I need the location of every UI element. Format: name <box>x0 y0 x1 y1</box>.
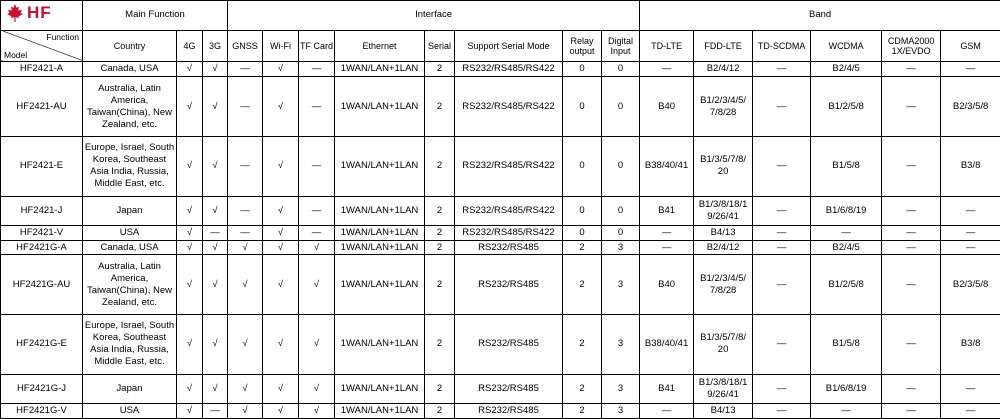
digital-input-cell: 3 <box>602 255 640 315</box>
3g-cell: √ <box>203 61 228 76</box>
4g-cell: √ <box>177 255 203 315</box>
td-lte-cell: B38/40/41 <box>640 314 694 374</box>
gnss-cell: √ <box>228 240 263 254</box>
table-row <box>1 404 1000 419</box>
gsm-cell: B2/3/5/8 <box>941 255 1000 315</box>
col-td-scdma: TD-SCDMA <box>753 30 811 61</box>
wifi-cell: √ <box>263 136 299 196</box>
country-cell: Japan <box>83 196 177 226</box>
wifi-cell: √ <box>263 226 299 240</box>
wcdma-cell: B1/2/5/8 <box>811 255 882 315</box>
digital-input-cell: 3 <box>602 314 640 374</box>
serial-mode-cell: RS232/RS485 <box>455 404 563 419</box>
relay-output-cell: 2 <box>563 404 602 419</box>
cdma2000-cell: — <box>882 314 941 374</box>
td-scdma-cell: — <box>753 255 811 315</box>
relay-output-cell: 0 <box>563 77 602 137</box>
gsm-cell: — <box>941 240 1000 254</box>
td-lte-cell: — <box>640 226 694 240</box>
cdma2000-cell: — <box>882 374 941 404</box>
group-main-function: Main Function <box>83 1 228 31</box>
serial-mode-cell: RS232/RS485/RS422 <box>455 61 563 76</box>
corner-function-label: Function <box>46 31 79 42</box>
3g-cell: √ <box>203 77 228 137</box>
digital-input-cell: 3 <box>602 404 640 419</box>
col-gnss: GNSS <box>228 30 263 61</box>
serial-mode-cell: RS232/RS485 <box>455 255 563 315</box>
country-cell: Europe, Israel, South Korea, Southeast Asia India, Russia, Middle East, etc. <box>83 136 177 196</box>
cdma2000-cell: — <box>882 61 941 76</box>
col-gsm: GSM <box>941 30 1000 61</box>
serial-cell: 2 <box>425 314 455 374</box>
ethernet-cell: 1WAN/LAN+1LAN <box>335 255 425 315</box>
serial-cell: 2 <box>425 374 455 404</box>
tf-card-cell: √ <box>299 255 335 315</box>
country-cell: Australia, Latin America, Taiwan(China), New Zealand, etc. <box>83 77 177 137</box>
digital-input-cell: 0 <box>602 196 640 226</box>
tf-card-cell: — <box>299 77 335 137</box>
country-cell: Australia, Latin America, Taiwan(China), New Zealand, etc. <box>83 255 177 315</box>
td-lte-cell: B41 <box>640 374 694 404</box>
td-scdma-cell: — <box>753 374 811 404</box>
col-4g: 4G <box>177 30 203 61</box>
3g-cell: — <box>203 226 228 240</box>
wcdma-cell: B2/4/5 <box>811 61 882 76</box>
col-tf-card: TF Card <box>299 30 335 61</box>
table-row <box>1 226 1000 240</box>
model-cell: HF2421G-V <box>1 404 83 419</box>
logo-text: HF <box>27 3 52 23</box>
country-cell: Japan <box>83 374 177 404</box>
country-cell: Canada, USA <box>83 61 177 76</box>
model-cell: HF2421-V <box>1 226 83 240</box>
ethernet-cell: 1WAN/LAN+1LAN <box>335 226 425 240</box>
col-digital-input: Digital Input <box>602 30 640 61</box>
td-lte-cell: B41 <box>640 196 694 226</box>
td-scdma-cell: — <box>753 314 811 374</box>
serial-mode-cell: RS232/RS485/RS422 <box>455 226 563 240</box>
4g-cell: √ <box>177 196 203 226</box>
fdd-lte-cell: B1/3/8/18/1 9/26/41 <box>694 374 753 404</box>
td-scdma-cell: — <box>753 77 811 137</box>
wifi-cell: √ <box>263 61 299 76</box>
gnss-cell: — <box>228 136 263 196</box>
fdd-lte-cell: B2/4/12 <box>694 61 753 76</box>
table-row <box>1 374 1000 404</box>
model-cell: HF2421G-A <box>1 240 83 254</box>
wifi-cell: √ <box>263 196 299 226</box>
td-scdma-cell: — <box>753 404 811 419</box>
model-cell: HF2421-A <box>1 61 83 76</box>
table-row <box>1 240 1000 254</box>
ethernet-cell: 1WAN/LAN+1LAN <box>335 61 425 76</box>
serial-mode-cell: RS232/RS485 <box>455 240 563 254</box>
table-row <box>1 77 1000 137</box>
4g-cell: √ <box>177 240 203 254</box>
gnss-cell: — <box>228 77 263 137</box>
gsm-cell: — <box>941 374 1000 404</box>
wcdma-cell: B2/4/5 <box>811 240 882 254</box>
wcdma-cell: B1/5/8 <box>811 314 882 374</box>
gnss-cell: √ <box>228 374 263 404</box>
col-fdd-lte: FDD-LTE <box>694 30 753 61</box>
cdma2000-cell: — <box>882 240 941 254</box>
country-cell: USA <box>83 226 177 240</box>
group-band: Band <box>640 1 1000 31</box>
col-cdma2000: CDMA2000 1X/EVDO <box>882 30 941 61</box>
relay-output-cell: 2 <box>563 374 602 404</box>
wifi-cell: √ <box>263 404 299 419</box>
4g-cell: √ <box>177 314 203 374</box>
serial-cell: 2 <box>425 226 455 240</box>
serial-cell: 2 <box>425 255 455 315</box>
model-cell: HF2421G-E <box>1 314 83 374</box>
td-scdma-cell: — <box>753 61 811 76</box>
gsm-cell: B3/8 <box>941 314 1000 374</box>
gsm-cell: — <box>941 226 1000 240</box>
wcdma-cell: — <box>811 226 882 240</box>
logo <box>7 4 52 22</box>
wifi-cell: √ <box>263 77 299 137</box>
col-serial: Serial <box>425 30 455 61</box>
country-cell: Europe, Israel, South Korea, Southeast Asia India, Russia, Middle East, etc. <box>83 314 177 374</box>
wifi-cell: √ <box>263 314 299 374</box>
serial-mode-cell: RS232/RS485 <box>455 314 563 374</box>
td-scdma-cell: — <box>753 240 811 254</box>
gsm-cell: — <box>941 404 1000 419</box>
gnss-cell: √ <box>228 314 263 374</box>
table-row <box>1 314 1000 374</box>
wcdma-cell: B1/2/5/8 <box>811 77 882 137</box>
corner-model-label: Model <box>4 49 28 60</box>
wifi-cell: √ <box>263 255 299 315</box>
cdma2000-cell: — <box>882 136 941 196</box>
wcdma-cell: B1/5/8 <box>811 136 882 196</box>
cdma2000-cell: — <box>882 255 941 315</box>
table-row <box>1 196 1000 226</box>
model-cell: HF2421-AU <box>1 77 83 137</box>
gnss-cell: √ <box>228 255 263 315</box>
model-cell: HF2421G-J <box>1 374 83 404</box>
td-scdma-cell: — <box>753 136 811 196</box>
fdd-lte-cell: B4/13 <box>694 226 753 240</box>
serial-cell: 2 <box>425 77 455 137</box>
digital-input-cell: 0 <box>602 136 640 196</box>
group-header-row <box>1 1 1000 31</box>
wcdma-cell: B1/6/8/19 <box>811 374 882 404</box>
td-scdma-cell: — <box>753 226 811 240</box>
digital-input-cell: 0 <box>602 77 640 137</box>
tf-card-cell: — <box>299 196 335 226</box>
maple-leaf-icon <box>7 4 23 22</box>
gnss-cell: √ <box>228 404 263 419</box>
table-row <box>1 136 1000 196</box>
ethernet-cell: 1WAN/LAN+1LAN <box>335 240 425 254</box>
ethernet-cell: 1WAN/LAN+1LAN <box>335 136 425 196</box>
digital-input-cell: 0 <box>602 226 640 240</box>
4g-cell: √ <box>177 61 203 76</box>
fdd-lte-cell: B4/13 <box>694 404 753 419</box>
tf-card-cell: — <box>299 136 335 196</box>
model-cell: HF2421G-AU <box>1 255 83 315</box>
tf-card-cell: √ <box>299 240 335 254</box>
serial-cell: 2 <box>425 240 455 254</box>
serial-mode-cell: RS232/RS485 <box>455 374 563 404</box>
3g-cell: √ <box>203 374 228 404</box>
table-row <box>1 61 1000 76</box>
wifi-cell: √ <box>263 240 299 254</box>
gsm-cell: — <box>941 196 1000 226</box>
serial-mode-cell: RS232/RS485/RS422 <box>455 196 563 226</box>
model-cell: HF2421-E <box>1 136 83 196</box>
td-lte-cell: B38/40/41 <box>640 136 694 196</box>
relay-output-cell: 0 <box>563 196 602 226</box>
col-country: Country <box>83 30 177 61</box>
wifi-cell: √ <box>263 374 299 404</box>
wcdma-cell: B1/6/8/19 <box>811 196 882 226</box>
column-header-row <box>1 30 1000 61</box>
4g-cell: √ <box>177 136 203 196</box>
3g-cell: √ <box>203 240 228 254</box>
serial-cell: 2 <box>425 404 455 419</box>
3g-cell: √ <box>203 136 228 196</box>
gsm-cell: B2/3/5/8 <box>941 77 1000 137</box>
4g-cell: √ <box>177 77 203 137</box>
fdd-lte-cell: B2/4/12 <box>694 240 753 254</box>
td-scdma-cell: — <box>753 196 811 226</box>
ethernet-cell: 1WAN/LAN+1LAN <box>335 77 425 137</box>
4g-cell: √ <box>177 374 203 404</box>
col-ethernet: Ethernet <box>335 30 425 61</box>
tf-card-cell: — <box>299 61 335 76</box>
td-lte-cell: — <box>640 240 694 254</box>
col-relay-output: Relay output <box>563 30 602 61</box>
ethernet-cell: 1WAN/LAN+1LAN <box>335 314 425 374</box>
tf-card-cell: √ <box>299 374 335 404</box>
4g-cell: √ <box>177 226 203 240</box>
3g-cell: √ <box>203 255 228 315</box>
country-cell: USA <box>83 404 177 419</box>
serial-cell: 2 <box>425 136 455 196</box>
td-lte-cell: B40 <box>640 77 694 137</box>
td-lte-cell: B40 <box>640 255 694 315</box>
gsm-cell: — <box>941 61 1000 76</box>
country-cell: Canada, USA <box>83 240 177 254</box>
gnss-cell: — <box>228 226 263 240</box>
fdd-lte-cell: B1/3/8/18/1 9/26/41 <box>694 196 753 226</box>
digital-input-cell: 3 <box>602 240 640 254</box>
relay-output-cell: 2 <box>563 240 602 254</box>
col-serial-mode: Support Serial Mode <box>455 30 563 61</box>
col-wifi: Wi-Fi <box>263 30 299 61</box>
digital-input-cell: 3 <box>602 374 640 404</box>
tf-card-cell: √ <box>299 314 335 374</box>
serial-mode-cell: RS232/RS485/RS422 <box>455 77 563 137</box>
col-td-lte: TD-LTE <box>640 30 694 61</box>
relay-output-cell: 0 <box>563 226 602 240</box>
cdma2000-cell: — <box>882 196 941 226</box>
fdd-lte-cell: B1/3/5/7/8/ 20 <box>694 314 753 374</box>
corner-header <box>1 30 83 61</box>
cdma2000-cell: — <box>882 404 941 419</box>
cdma2000-cell: — <box>882 77 941 137</box>
model-cell: HF2421-J <box>1 196 83 226</box>
gnss-cell: — <box>228 196 263 226</box>
3g-cell: — <box>203 404 228 419</box>
gnss-cell: — <box>228 61 263 76</box>
relay-output-cell: 2 <box>563 314 602 374</box>
td-lte-cell: — <box>640 61 694 76</box>
ethernet-cell: 1WAN/LAN+1LAN <box>335 374 425 404</box>
fdd-lte-cell: B1/2/3/4/5/ 7/8/28 <box>694 255 753 315</box>
cdma2000-cell: — <box>882 226 941 240</box>
td-lte-cell: — <box>640 404 694 419</box>
4g-cell: √ <box>177 404 203 419</box>
relay-output-cell: 0 <box>563 61 602 76</box>
logo-cell <box>1 1 83 31</box>
relay-output-cell: 0 <box>563 136 602 196</box>
relay-output-cell: 2 <box>563 255 602 315</box>
gsm-cell: B3/8 <box>941 136 1000 196</box>
serial-mode-cell: RS232/RS485/RS422 <box>455 136 563 196</box>
3g-cell: √ <box>203 314 228 374</box>
col-3g: 3G <box>203 30 228 61</box>
ethernet-cell: 1WAN/LAN+1LAN <box>335 404 425 419</box>
serial-cell: 2 <box>425 196 455 226</box>
ethernet-cell: 1WAN/LAN+1LAN <box>335 196 425 226</box>
wcdma-cell: — <box>811 404 882 419</box>
digital-input-cell: 0 <box>602 61 640 76</box>
col-wcdma: WCDMA <box>811 30 882 61</box>
serial-cell: 2 <box>425 61 455 76</box>
fdd-lte-cell: B1/2/3/4/5/ 7/8/28 <box>694 77 753 137</box>
group-interface: Interface <box>228 1 640 31</box>
table-row <box>1 255 1000 315</box>
fdd-lte-cell: B1/3/5/7/8/ 20 <box>694 136 753 196</box>
tf-card-cell: — <box>299 226 335 240</box>
tf-card-cell: √ <box>299 404 335 419</box>
3g-cell: √ <box>203 196 228 226</box>
